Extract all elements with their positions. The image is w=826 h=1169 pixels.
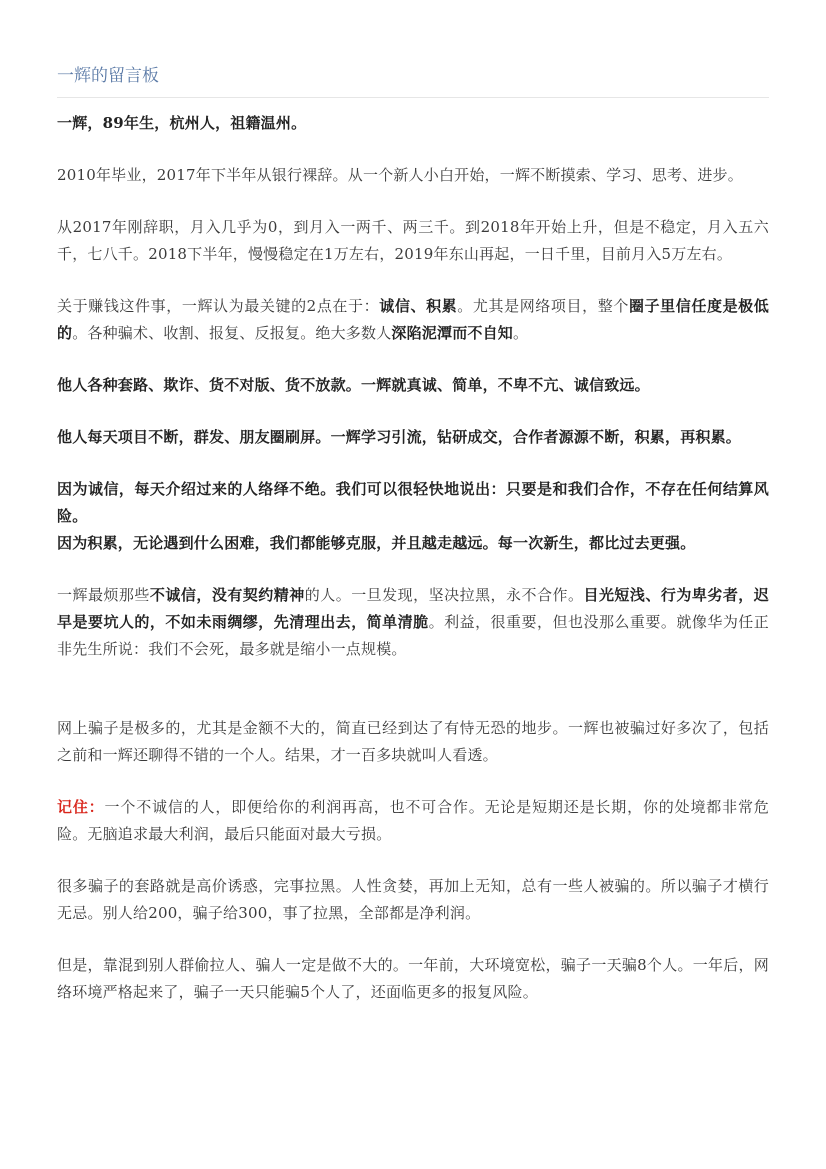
key-points-text-a: 关于赚钱这件事，一辉认为最关键的2点在于：	[57, 297, 380, 315]
key-points-emphasis-c: 深陷泥潭而不自知	[391, 324, 514, 342]
key-points-emphasis-b: 圈子里信任度是极低的	[57, 297, 769, 342]
tactics-paragraph: 很多骗子的套路就是高价诱惑，完事拉黑。人性贪婪，再加上无知，总有一些人被骗的。所以骗子才横行无忌。别人给200，骗子给300，事了拉黑，全部都是净利润。	[57, 877, 769, 922]
title-divider	[57, 97, 769, 98]
accumulation-paragraph: 他人每天项目不断，群发、朋友圈刷屏。一辉学习引流，钻研成交，合作者源源不断，积累，再积累。	[57, 428, 742, 446]
income-paragraph: 从2017年刚辞职，月入几乎为0，到月入一两千、两三千。到2018年开始上升，但是不稳定，月入五六千，七八千。2018下半年，慢慢稳定在1万左右，2019年东山再起，一日千里，目前月入5万左右。	[57, 218, 769, 263]
dislike-emphasis-a: 不诚信，没有契约精神	[149, 586, 305, 604]
career-paragraph: 2010年毕业，2017年下半年从银行裸辞。从一个新人小白开始，一辉不断摸索、学习、思考、进步。	[57, 166, 743, 184]
remember-paragraph	[57, 794, 769, 848]
key-points-emphasis-a: 诚信、积累	[379, 297, 458, 315]
dislike-text-b: 的人。一旦发现，坚决拉黑，永不合作。	[304, 586, 584, 604]
dislike-text-a: 一辉最烦那些	[57, 586, 150, 604]
scam-paragraph: 网上骗子是极多的，尤其是金额不大的，简直已经到达了有恃无恐的地步。一辉也被骗过好多次了，包括之前和一辉还聊得不错的一个人。结果，才一百多块就叫人看透。	[57, 719, 769, 764]
integrity-paragraph: 因为诚信，每天介绍过来的人络绎不绝。我们可以很轻快地说出：只要是和我们合作，不存在任何结算风险。	[57, 480, 769, 525]
dislike-emphasis-b: 目光短浅、行为卑劣者，迟早是要坑人的，不如未雨绸缪，先清理出去，简单清脆	[57, 586, 769, 631]
section-gap	[57, 688, 769, 715]
key-points-text-d: 。	[513, 324, 529, 342]
key-points-text-b: 。尤其是网络项目，整个	[457, 297, 629, 315]
honesty-paragraph: 他人各种套路、欺诈、货不对版、货不放款。一辉就真诚、简单，不卑不亢、诚信致远。	[57, 376, 650, 394]
remember-text: 一个不诚信的人，即便给你的利润再高，也不可合作。无论是短期还是长期，你的处境都非常危险。无脑追求最大利润，最后只能面对最大亏损。	[57, 798, 769, 843]
remember-label: 记住：	[57, 798, 105, 816]
page-title: 一辉的留言板	[57, 66, 159, 86]
intro-paragraph: 一辉，89年生，杭州人，祖籍温州。	[57, 114, 307, 132]
dislike-text-c: 。利益，很重要，但也没那么重要。就像华为任正非先生所说：我们不会死，最多就是缩小一点规模。	[57, 613, 769, 658]
key-points-paragraph	[57, 293, 769, 347]
growth-paragraph: 因为积累，无论遇到什么困难，我们都能够克服，并且越走越远。每一次新生，都比过去更强。	[57, 534, 696, 552]
message-board	[57, 0, 769, 1031]
key-points-text-c: 。各种骗术、收割、报复、反报复。绝大多数人	[72, 324, 392, 342]
dislike-paragraph	[57, 582, 769, 663]
article-body	[57, 110, 769, 1006]
outlook-paragraph: 但是，靠混到别人群偷拉人、骗人一定是做不大的。一年前，大环境宽松，骗子一天骗8个人。一年后，网络环境严格起来了，骗子一天只能骗5个人了，还面临更多的报复风险。	[57, 956, 769, 1001]
